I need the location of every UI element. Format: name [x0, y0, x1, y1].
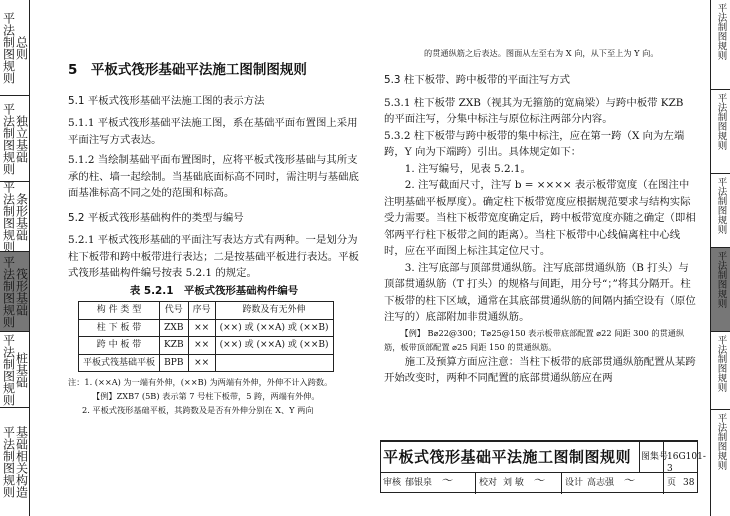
para-5-1-2: 5.1.2 当绘制基础平面布置图时，应将平板式筏形基础与其所支承的柱、墙一起绘制。当基础底面标高不同时，需注明与基础底面基准标高不同之处的范围和标高。 — [68, 154, 359, 199]
table-header: 序号 — [188, 302, 215, 320]
designer-signature: 〜 — [623, 474, 634, 487]
table-title: 表 5.2.1 平板式筏形基础构件编号 — [129, 284, 299, 297]
page-label: 页 — [667, 478, 677, 488]
table-cell: (××) 或 (××A) 或 (××B) — [215, 337, 333, 355]
table-header: 跨数及有无外伸 — [215, 302, 333, 320]
checker-name: 刘 敏 — [503, 478, 524, 488]
left-tab-raft-foundation[interactable] — [0, 252, 30, 332]
left-tab-related-details[interactable] — [0, 408, 30, 516]
tab-label: 平法制图规则 — [715, 413, 727, 470]
item-1: 1. 注写编号，见表 5.2.1。 — [404, 162, 531, 175]
page-number: 38 — [683, 478, 695, 488]
title-block — [380, 440, 706, 493]
table-header-row — [79, 302, 334, 320]
tab-label: 平法制图规则 — [1, 426, 16, 498]
para-5-2-1: 5.2.1 平板式筏形基础的平面注写表达方式有两种。一是划分为柱下板带和跨中板带进行表达；二是按基础平板进行表达。平板式筏形基础构件编号按表 5.2.1 的规定。 — [68, 234, 359, 279]
checker-signature: 〜 — [533, 474, 544, 487]
section-5-2-title: 5.2 平板式筏形基础构件的类型与编号 — [68, 211, 244, 224]
table-header: 构 件 类 型 — [79, 302, 160, 320]
table-cell: (××) 或 (××A) 或 (××B) — [215, 319, 333, 337]
divider — [561, 472, 562, 494]
tab-sub: 桩基础 — [14, 351, 29, 388]
table-row — [79, 354, 334, 372]
reviewer-signature: 〜 — [441, 474, 452, 487]
tab-label: 平法制图规则 — [1, 102, 16, 175]
left-column — [68, 62, 360, 417]
table-header: 代号 — [160, 302, 189, 320]
table-cell: ZXB — [160, 319, 189, 337]
reviewer-name: 郁银泉 — [405, 478, 433, 488]
tab-sub: 筏形基础 — [14, 267, 29, 316]
continued-text: 的贯通纵筋之后表达。图面从左至右为 X 向，从下至上为 Y 向。 — [424, 48, 659, 58]
example-note: 【例】 B⌀22@300；T⌀25@150 表示板带底部配置 ⌀22 间距 300 的贯通纵筋，板带顶部配置 ⌀25 间距 150 的贯通纵筋。 — [384, 327, 685, 352]
atlas-number: 16G101-3 — [667, 452, 706, 474]
right-tab-6[interactable] — [710, 410, 730, 516]
tab-label: 平法制图规则 — [1, 333, 16, 406]
right-tab-5[interactable] — [710, 332, 730, 410]
construction-note: 施工及预算方面应注意：当柱下板带的底部贯通纵筋配置从某跨开始改变时，两种不同配置的底部贯通纵筋应在两 — [384, 355, 696, 384]
check-label: 校对 — [479, 478, 498, 488]
section-5-1-title: 5.1 平板式筏形基础平法施工图的表示方法 — [68, 94, 265, 107]
right-tab-3[interactable] — [710, 174, 730, 248]
component-code-table — [78, 301, 334, 372]
tab-sub: 独立基础 — [14, 114, 29, 163]
table-cell: ×× — [188, 354, 215, 372]
para-5-3-2: 5.3.2 柱下板带与跨中板带的集中标注，应在第一跨（X 向为左端跨，Y 向为下端跨）引出。具体规定如下： — [384, 129, 685, 158]
table-cell: ×× — [188, 319, 215, 337]
table-cell: 柱 下 板 带 — [79, 319, 160, 337]
table-cell: 跨 中 板 带 — [79, 337, 160, 355]
table-row — [79, 337, 334, 355]
divider — [639, 442, 640, 472]
tab-label: 平法制图规则 — [1, 11, 16, 84]
table-cell: 平板式筏基础平板 — [79, 354, 160, 372]
right-tab-2[interactable] — [710, 90, 730, 174]
tab-label: 平法制图规则 — [715, 335, 727, 392]
para-5-3-1: 5.3.1 柱下板带 ZXB（视其为无箍筋的宽扁梁）与跨中板带 KZB 的平面注写，分集中标注与原位标注两部分内容。 — [384, 96, 684, 125]
table-cell: BPB — [160, 354, 189, 372]
left-tab-pile-foundation[interactable] — [0, 332, 30, 408]
divider — [663, 472, 664, 494]
left-tab-general[interactable] — [0, 0, 30, 96]
left-tab-strip-foundation[interactable] — [0, 182, 30, 252]
table-cell — [215, 354, 333, 372]
tab-sub: 条形基础 — [14, 192, 29, 241]
right-column — [384, 46, 696, 387]
tab-label: 平法制图规则 — [715, 251, 727, 308]
item-3: 3. 注写底部与顶部贯通纵筋。注写底部贯通纵筋（B 打头）与顶部贯通纵筋（T 打头）的规格与间距，用分号“；”将其分隔开。柱下板带的柱下区域，通常在其底部贯通纵筋的间隔内插空设有（原位注写的）底部附加非贯通纵筋。 — [384, 261, 696, 323]
review-label: 审核 — [383, 478, 402, 488]
tab-label: 平法制图规则 — [715, 177, 727, 234]
design-label: 设计 — [565, 478, 584, 488]
table-cell: ×× — [188, 337, 215, 355]
item-2: 2. 注写截面尺寸，注写 b = ×××× 表示板带宽度（在图注中注明基础平板厚度）。确定柱下板带宽度应根据规范要求与结构实际受力需要。当柱下板带宽度确定后，跨中板带宽度亦随之确定（即相邻两平行柱下板带之间的距离）。当柱下板带中心线偏离柱中心线时，应在平面图上标注其定位尺寸。 — [384, 179, 696, 257]
tab-label: 平法制图规则 — [715, 3, 727, 60]
right-tab-1[interactable] — [710, 0, 730, 90]
tab-sub: 总则 — [14, 35, 29, 60]
table-row — [79, 319, 334, 337]
section-5-3-title: 5.3 柱下板带、跨中板带的平面注写方式 — [384, 74, 571, 86]
atlas-label: 图集号 — [641, 452, 669, 462]
drawing-title: 平板式筏形基础平法施工图制图规则 — [383, 448, 632, 466]
designer-name: 高志强 — [587, 478, 615, 488]
tab-label: 平法制图规则 — [1, 180, 16, 253]
left-tab-isolated-foundation[interactable] — [0, 96, 30, 182]
chapter-title: 5 平板式筏形基础平法施工图制图规则 — [68, 62, 307, 78]
divider — [475, 472, 476, 494]
table-note-example: 【例】ZXB7 (5B) 表示第 7 号柱下板带，5 跨，两端有外伸。 — [92, 391, 320, 401]
table-note-1: 注：1. (××A) 为一端有外伸，(××B) 为两端有外伸，外伸不计入跨数。 — [68, 377, 333, 387]
table-cell: KZB — [160, 337, 189, 355]
tab-label: 平法制图规则 — [1, 255, 16, 328]
table-note-2: 2. 平板式筏形基础平板，其跨数及是否有外伸分别在 X、Y 两向 — [82, 405, 314, 415]
para-5-1-1: 5.1.1 平板式筏形基础平法施工图，系在基础平面布置图上采用平面注写方式表达。 — [68, 117, 358, 146]
tab-label: 平法制图规则 — [715, 93, 727, 150]
tab-sub: 基础相关构造 — [14, 426, 29, 498]
right-tab-4[interactable] — [710, 248, 730, 332]
